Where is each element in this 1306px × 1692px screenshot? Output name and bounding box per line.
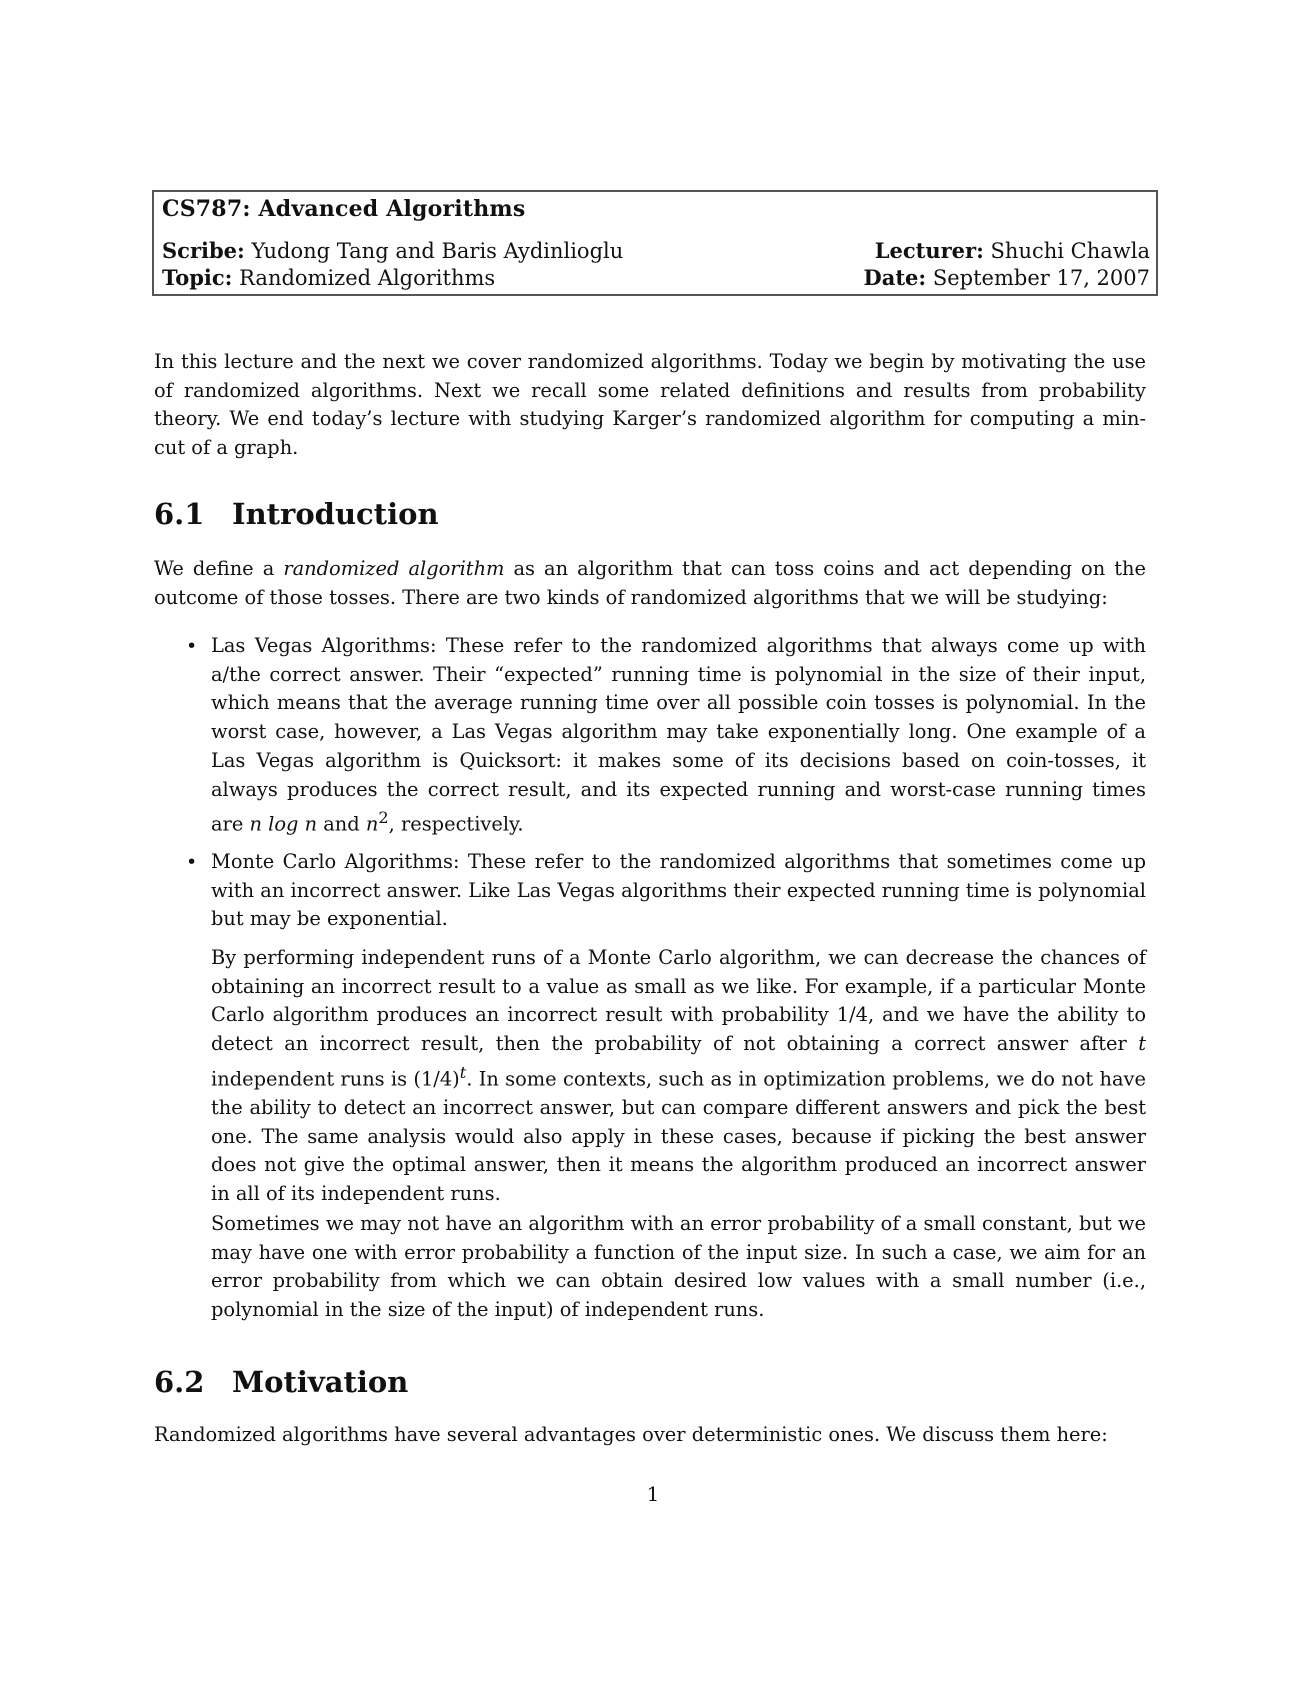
lecturer-label: Lecturer: [874,238,984,263]
monte-carlo-paragraph-3: Sometimes we may not have an algorithm with an error probability of a small constant, but we may have one with error probability a function of the input size. In such a case, we aim for an error probability from which we can obtain desired low values with a small number (i.e., polynomial in the size of the input) of independent runs. [211,1212,1146,1322]
math-t: t [1138,1032,1146,1056]
header-row-scribe-lecturer [162,238,1150,263]
section-heading-introduction [154,497,439,531]
math-exponent-t: t [459,1062,467,1082]
lecture-header-box [152,190,1158,296]
scribe-field [162,238,623,263]
section-title: Introduction [232,497,439,531]
monte-carlo-text-mid: independent runs is (1/4) [211,1067,460,1091]
bullet-marker: • [186,635,198,657]
math-n-base: n [365,812,379,836]
definition-text: We define a [154,557,284,580]
date-value: September 17, 2007 [932,266,1150,290]
lecturer-field [875,238,1150,263]
section-number: 6.2 [154,1365,205,1399]
math-n-log-n: n log n [249,812,318,836]
topic-field [162,265,495,290]
bullet-marker: • [186,851,198,873]
header-row-topic-date [162,265,1150,290]
motivation-paragraph: Randomized algorithms have several advantages over deterministic ones. We discuss them here: [154,1423,1108,1446]
monte-carlo-text-end: . In some contexts, such as in optimization problems, we do not have the ability to detect an incorrect answer, but can compare different answers and pick the best one. The same analysis would also apply in these cases, because if picking the best answer does not give the optimal answer, then it means the algorithm produced an incorrect answer in all of its independent runs. [211,1067,1146,1206]
lecturer-value: Shuchi Chawla [990,239,1150,263]
course-title: CS787: Advanced Algorithms [162,196,526,222]
list-item-las-vegas [211,632,1146,839]
page-number: 1 [646,1482,660,1506]
las-vegas-text-end: , respectively. [388,812,524,836]
intro-paragraph: In this lecture and the next we cover randomized algorithms. Today we begin by motivating the use of randomized algorithms. Next we recall some related definitions and results from probability theory. We end today’s lecture with studying Karger’s randomized algorithm for computing a min-cut of a graph. [154,350,1146,460]
date-label: Date: [863,265,927,290]
las-vegas-text: Las Vegas Algorithms: These refer to the randomized algorithms that always come up with a/the correct answer. Their “expected” running time is polynomial in the size of their input, which means that the average running time over all possible coin tosses is polynomial. In the worst case, however, a Las Vegas algorithm may take exponentially long. One example of a Las Vegas algorithm is Quicksort: it makes some of its decisions based on coin-tosses, it always produces the correct result, and its expected running and worst-case running times are [211,634,1146,836]
date-field [864,265,1150,290]
monte-carlo-paragraph-2 [211,944,1146,1209]
definition-text-continued: as an algorithm that can toss coins and act depending on the outcome of those tosses. There are two kinds of randomized algorithms that we will be studying: [154,557,1146,609]
topic-value: Randomized Algorithms [239,266,496,290]
list-item-monte-carlo: Monte Carlo Algorithms: These refer to the randomized algorithms that sometimes come up with an incorrect answer. Like Las Vegas algorithms their expected running time is polynomial but may be exponential. [211,850,1146,931]
section-title: Motivation [232,1365,409,1399]
definition-paragraph [154,555,1146,612]
scribe-value: Yudong Tang and Baris Aydinlioglu [251,239,624,263]
topic-label: Topic: [162,265,233,290]
math-exponent: 2 [378,808,389,828]
scribe-label: Scribe: [162,238,245,263]
section-heading-motivation [154,1365,408,1399]
emphasized-term: randomized algorithm [283,557,505,580]
section-number: 6.1 [154,497,205,531]
monte-carlo-text: By performing independent runs of a Monte Carlo algorithm, we can decrease the chances of obtaining an incorrect result to a value as small as we like. For example, if a particular Monte Carlo algorithm produces an incorrect result with probability 1/4, and we have the ability to detect an incorrect result, then the probability of not obtaining a correct answer after [211,946,1146,1056]
conjunction-text: and [317,812,366,836]
